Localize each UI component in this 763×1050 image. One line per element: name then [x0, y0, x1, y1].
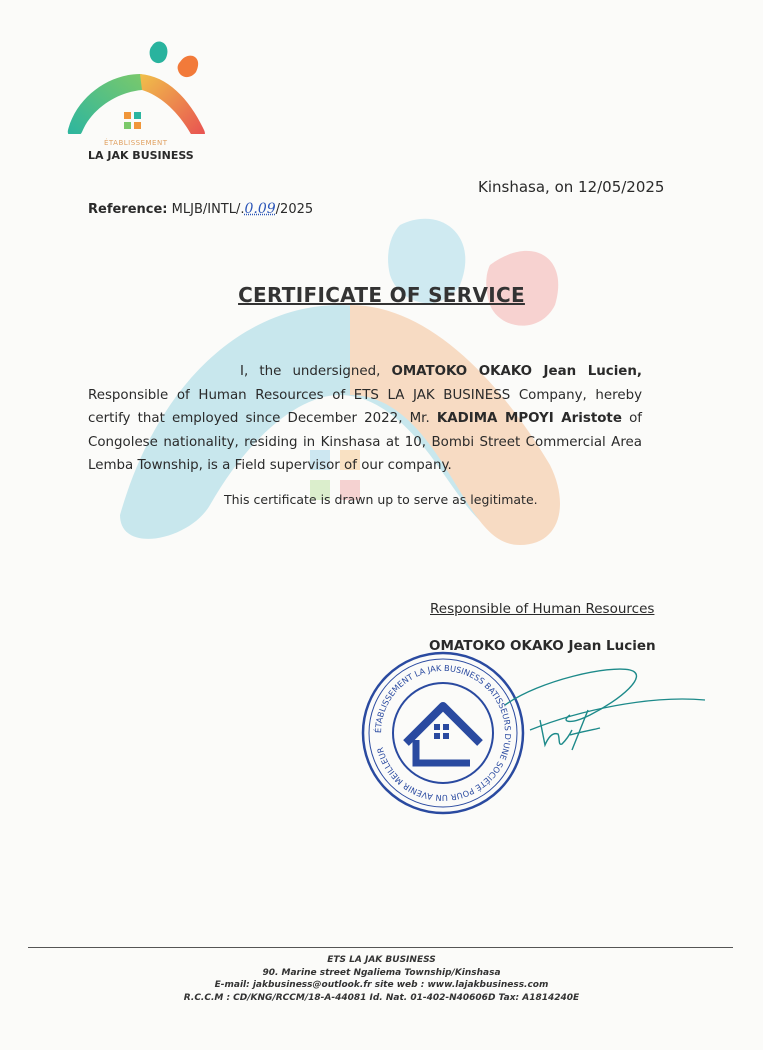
footer-company: ETS LA JAK BUSINESS: [327, 955, 436, 965]
employee-name: KADIMA MPOYI Aristote: [436, 411, 622, 426]
reference-number: 0.09: [244, 201, 276, 217]
body-end: of Congolese nationality, residing in Kinshasa at 10, Bombi Street Commercial Area Lemba Township, is a Field supervisor of our company.: [88, 411, 643, 473]
handwritten-signature: [500, 660, 710, 770]
closing-statement: This certificate is drawn up to serve as legitimate.: [224, 492, 538, 507]
signatory-role: Responsible of Human Resources: [430, 601, 655, 617]
stamp-text: ÉTABLISSEMENT LA JAK BUSINESS BATISSEURS D'UNE SOCIÉTÉ POUR UN AVENIR MEILLEUR: [372, 662, 514, 804]
body-intro: I, the undersigned,: [240, 364, 392, 379]
reference-suffix: /2025: [275, 202, 314, 217]
footer: [0, 954, 763, 1004]
signer-name: OMATOKO OKAKO Jean Lucien,: [391, 364, 642, 379]
body-middle: Responsible of Human Resources of ETS LA JAK BUSINESS Company, hereby certify that employed since December 2022, Mr.: [88, 387, 642, 426]
footer-registration: R.C.C.M : CD/KNG/RCCM/18-A-44081 Id. Nat. 01-402-N40606D Tax: A1814240E: [183, 992, 580, 1003]
logo-company-name: LA JAK BUSINESS: [88, 149, 194, 162]
footer-address: 90. Marine street Ngaliema Township/Kinshasa: [262, 967, 501, 978]
reference-line: [88, 201, 313, 217]
certificate-body: [88, 360, 642, 478]
logo-tagline: ÉTABLISSEMENT: [104, 139, 168, 147]
footer-divider: [28, 947, 733, 948]
document-title: CERTIFICATE OF SERVICE: [238, 283, 525, 307]
reference-label: Reference:: [88, 202, 168, 217]
signatory-name: OMATOKO OKAKO Jean Lucien: [429, 638, 656, 654]
footer-contact: E-mail: jakbusiness@outlook.fr site web : www.lajakbusiness.com: [214, 980, 549, 990]
company-logo-icon: [62, 38, 212, 134]
reference-prefix: MLJB/INTL/.: [167, 202, 245, 217]
issue-date: Kinshasa, on 12/05/2025: [478, 178, 665, 196]
